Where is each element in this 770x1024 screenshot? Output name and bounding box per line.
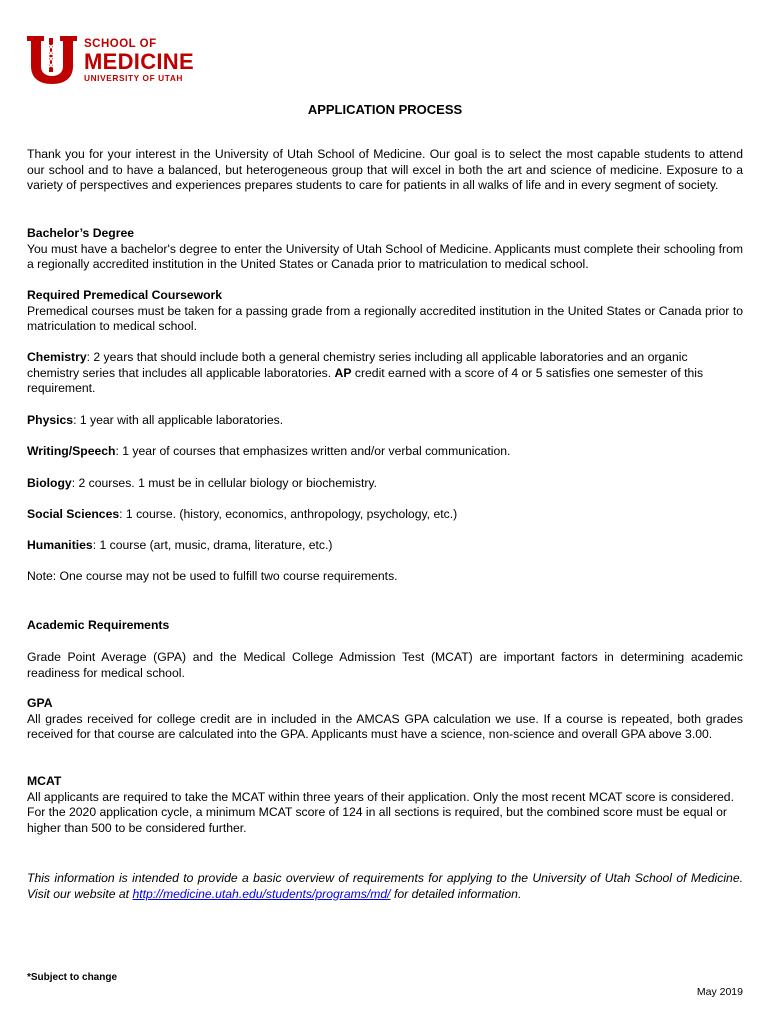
bachelors-section [27,226,743,273]
chemistry-ap: AP [334,365,352,380]
bachelors-heading: Bachelor’s Degree [27,226,135,240]
writing-text: : 1 year of courses that emphasizes written and/or verbal communication. [115,444,511,458]
writing-requirement [27,444,743,460]
premed-section [27,288,743,335]
school-logo [27,36,197,86]
gpa-text: All grades received for college credit are in included in the AMCAS GPA calculation we use. If a course is repeated, both grades received for that course are calculated into the GPA. Applicants must have a science, non-science and overall GPA above 3.00. [27,711,743,742]
page-title: APPLICATION PROCESS [307,102,463,117]
logo-line-medicine: MEDICINE [84,49,194,74]
document-date: May 2019 [696,986,743,998]
mcat-heading: MCAT [27,774,62,788]
mcat-section [27,774,743,837]
physics-requirement [27,413,743,429]
closing-text-2: for detailed information. [390,886,522,901]
academic-heading: Academic Requirements [27,618,170,632]
intro-paragraph: Thank you for your interest in the University of Utah School of Medicine. Our goal is to select the most capable students to attend our school and to have a balanced, but heterogeneous group that will excel in both the art and science of medicine. Exposure to a variety of perspectives and experiences prepares students to care for patients in all walks of life and in every segment of society. [27,147,743,193]
gpa-heading: GPA [27,696,53,710]
bachelors-text: You must have a bachelor's degree to enter the University of Utah School of Medicine. Applicants must complete their schooling from a regionally accredited institution in the United States or Canada prior to matriculation to medical school. [27,241,743,272]
premed-text: Premedical courses must be taken for a passing grade from a regionally accredited institution in the United States or Canada prior to matriculation to medical school. [27,303,743,334]
chemistry-text-1: : 2 years that should include both a general chemistry series including all applicable laboratories and an organic chemistry series that includes all applicable laboratories. [27,350,688,380]
logo-line-university: UNIVERSITY OF UTAH [84,73,183,83]
closing-text-1: This information is intended to provide a basic overview of requirements for applying to the University of Utah School of Medicine. Visit our website at [27,871,743,901]
chemistry-label: Chemistry [27,350,87,364]
closing-paragraph [27,871,743,902]
humanities-requirement [27,538,743,554]
humanities-label: Humanities [27,538,93,552]
chemistry-requirement [27,350,743,397]
logo-line-school-of: SCHOOL OF [84,38,157,50]
social-sciences-requirement [27,507,743,523]
humanities-text: : 1 course (art, music, drama, literature, etc.) [92,538,333,552]
chemistry-text-2: credit earned with a score of 4 or 5 satisfies one semester of this requirement. [27,365,704,396]
biology-text: : 2 courses. 1 must be in cellular biology or biochemistry. [71,476,377,490]
social-label: Social Sciences [27,507,120,521]
physics-text: : 1 year with all applicable laboratories. [73,413,284,427]
biology-label: Biology [27,476,72,490]
md-program-link[interactable]: http://medicine.utah.edu/students/programs/md/ [132,886,391,901]
university-of-utah-logo-icon [27,36,77,84]
physics-label: Physics [27,413,74,427]
course-note: Note: One course may not be used to fulfill two course requirements. [27,569,398,583]
academic-text: Grade Point Average (GPA) and the Medical College Admission Test (MCAT) are important factors in determining academic readiness for medical school. [27,650,743,680]
social-text: : 1 course. (history, economics, anthropology, psychology, etc.) [119,507,458,521]
premed-heading: Required Premedical Coursework [27,288,223,302]
biology-requirement [27,476,743,492]
footnote: *Subject to change [27,972,118,983]
gpa-section [27,696,743,743]
mcat-text: All applicants are required to take the MCAT within three years of their application. Only the most recent MCAT score is considered. For the 2020 application cycle, a minimum MCAT score of 124 in all sections is required, but the combined score must be equal or higher than 500 to be considered further. [27,789,734,836]
writing-label: Writing/Speech [27,444,116,458]
